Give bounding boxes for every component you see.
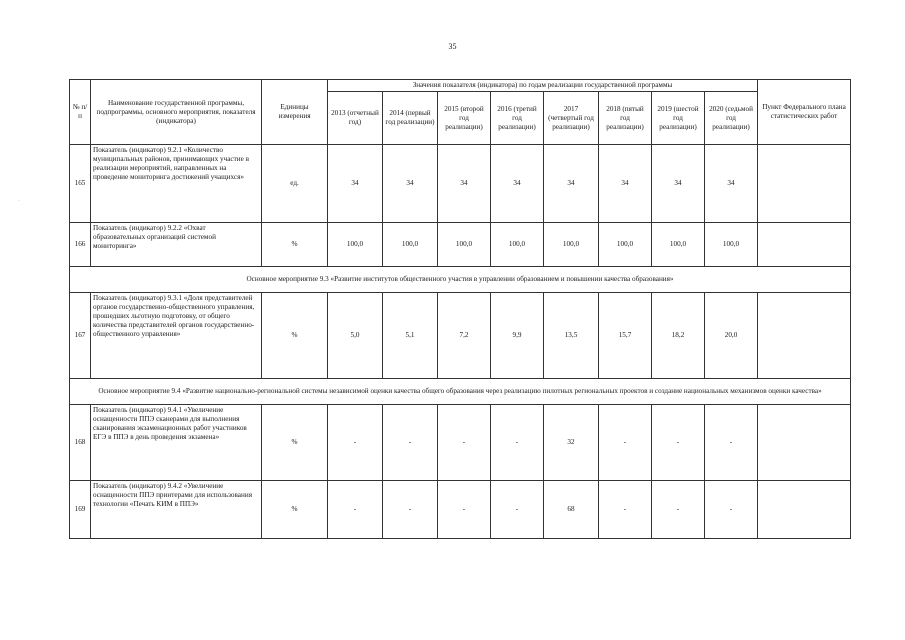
value-cell: -	[652, 405, 705, 481]
header-year: 2020 (седьмой год реализации)	[705, 92, 758, 145]
value-cell: 15,7	[599, 293, 652, 379]
table-row	[70, 405, 851, 481]
section-title: Основное мероприятие 9.3 «Развитие институтов общественного участия в управлении образованием и повышении качества образования»	[70, 267, 851, 293]
indicator-name: Показатель (индикатор) 9.2.2 «Охват образовательных организаций системой мониторинга»	[91, 223, 262, 267]
indicator-name: Показатель (индикатор) 9.3.1 «Доля представителей органов государственно-общественного управления, прошедших льготную подготовку, от общего количества представителей органов государственно-общественного управления»	[91, 293, 262, 379]
value-cell: 100,0	[652, 223, 705, 267]
unit-cell: %	[262, 405, 328, 481]
value-cell: -	[383, 405, 438, 481]
unit-cell: %	[262, 481, 328, 539]
value-cell: -	[652, 481, 705, 539]
value-cell: 100,0	[599, 223, 652, 267]
federal-plan-cell	[758, 223, 851, 267]
header-name: Наименование государственной программы, подпрограммы, основного мероприятия, показателя (индикатора)	[91, 80, 262, 145]
value-cell: 34	[438, 145, 491, 223]
value-cell: 34	[328, 145, 383, 223]
value-cell: 68	[544, 481, 599, 539]
margin-mark: ·	[18, 198, 20, 204]
value-cell: -	[705, 405, 758, 481]
header-year: 2018 (пятый год реализации)	[599, 92, 652, 145]
header-num: № п/п	[70, 80, 91, 145]
value-cell: 100,0	[438, 223, 491, 267]
header-years-group: Значения показателя (индикатора) по годам реализации государственной программы	[328, 80, 758, 92]
value-cell: 13,5	[544, 293, 599, 379]
federal-plan-cell	[758, 481, 851, 539]
value-cell: 5,0	[328, 293, 383, 379]
value-cell: 7,2	[438, 293, 491, 379]
header-year: 2013 (отчетный год)	[328, 92, 383, 145]
header-year: 2017 (четвертый год реализации)	[544, 92, 599, 145]
table-header	[70, 80, 851, 145]
unit-cell: ед.	[262, 145, 328, 223]
value-cell: 34	[652, 145, 705, 223]
row-num: 165	[70, 145, 91, 223]
indicator-name: Показатель (индикатор) 9.4.2 «Увеличение оснащенности ППЭ принтерами для использования технологии «Печать КИМ в ППЭ»	[91, 481, 262, 539]
value-cell: -	[328, 481, 383, 539]
header-year: 2016 (третий год реализации)	[491, 92, 544, 145]
section-title: Основное мероприятие 9.4 «Развитие национально-региональной системы независимой оценки качества общего образования через реализацию пилотных региональных проектов и создание национальных механизмов оценки качества»	[70, 379, 851, 405]
value-cell: -	[599, 481, 652, 539]
table-row	[70, 223, 851, 267]
value-cell: 34	[491, 145, 544, 223]
federal-plan-cell	[758, 145, 851, 223]
value-cell: -	[491, 481, 544, 539]
value-cell: -	[491, 405, 544, 481]
value-cell: 34	[383, 145, 438, 223]
federal-plan-cell	[758, 293, 851, 379]
section-row	[70, 267, 851, 293]
value-cell: 9,9	[491, 293, 544, 379]
indicator-name: Показатель (индикатор) 9.4.1 «Увеличение оснащенности ППЭ сканерами для выполнения сканирования экзаменационных работ участников ЕГЭ в ППЭ в день проведения экзамена»	[91, 405, 262, 481]
value-cell: -	[438, 481, 491, 539]
value-cell: 18,2	[652, 293, 705, 379]
row-num: 168	[70, 405, 91, 481]
value-cell: 100,0	[328, 223, 383, 267]
row-num: 167	[70, 293, 91, 379]
value-cell: 34	[599, 145, 652, 223]
value-cell: 32	[544, 405, 599, 481]
value-cell: 34	[705, 145, 758, 223]
header-unit: Единицы измерения	[262, 80, 328, 145]
indicator-name: Показатель (индикатор) 9.2.1 «Количество муниципальных районов, принимающих участие в реализации мероприятий, направленных на проведение мониторинга достижений учащихся»	[91, 145, 262, 223]
value-cell: -	[438, 405, 491, 481]
header-year: 2014 (первый год реализации)	[383, 92, 438, 145]
section-row	[70, 379, 851, 405]
unit-cell: %	[262, 293, 328, 379]
indicators-table	[69, 79, 851, 539]
value-cell: 34	[544, 145, 599, 223]
value-cell: 100,0	[705, 223, 758, 267]
header-federal-plan: Пункт Федерального плана статистических работ	[758, 80, 851, 145]
value-cell: 5,1	[383, 293, 438, 379]
value-cell: -	[383, 481, 438, 539]
row-num: 169	[70, 481, 91, 539]
value-cell: 20,0	[705, 293, 758, 379]
table-row	[70, 481, 851, 539]
unit-cell: %	[262, 223, 328, 267]
federal-plan-cell	[758, 405, 851, 481]
header-year: 2019 (шестой год реализации)	[652, 92, 705, 145]
value-cell: 100,0	[383, 223, 438, 267]
value-cell: 100,0	[491, 223, 544, 267]
table-row	[70, 145, 851, 223]
page-number: 35	[448, 42, 457, 51]
table-body	[70, 145, 851, 539]
value-cell: -	[599, 405, 652, 481]
value-cell: 100,0	[544, 223, 599, 267]
value-cell: -	[328, 405, 383, 481]
row-num: 166	[70, 223, 91, 267]
header-year: 2015 (второй год реализации)	[438, 92, 491, 145]
table-row	[70, 293, 851, 379]
value-cell: -	[705, 481, 758, 539]
